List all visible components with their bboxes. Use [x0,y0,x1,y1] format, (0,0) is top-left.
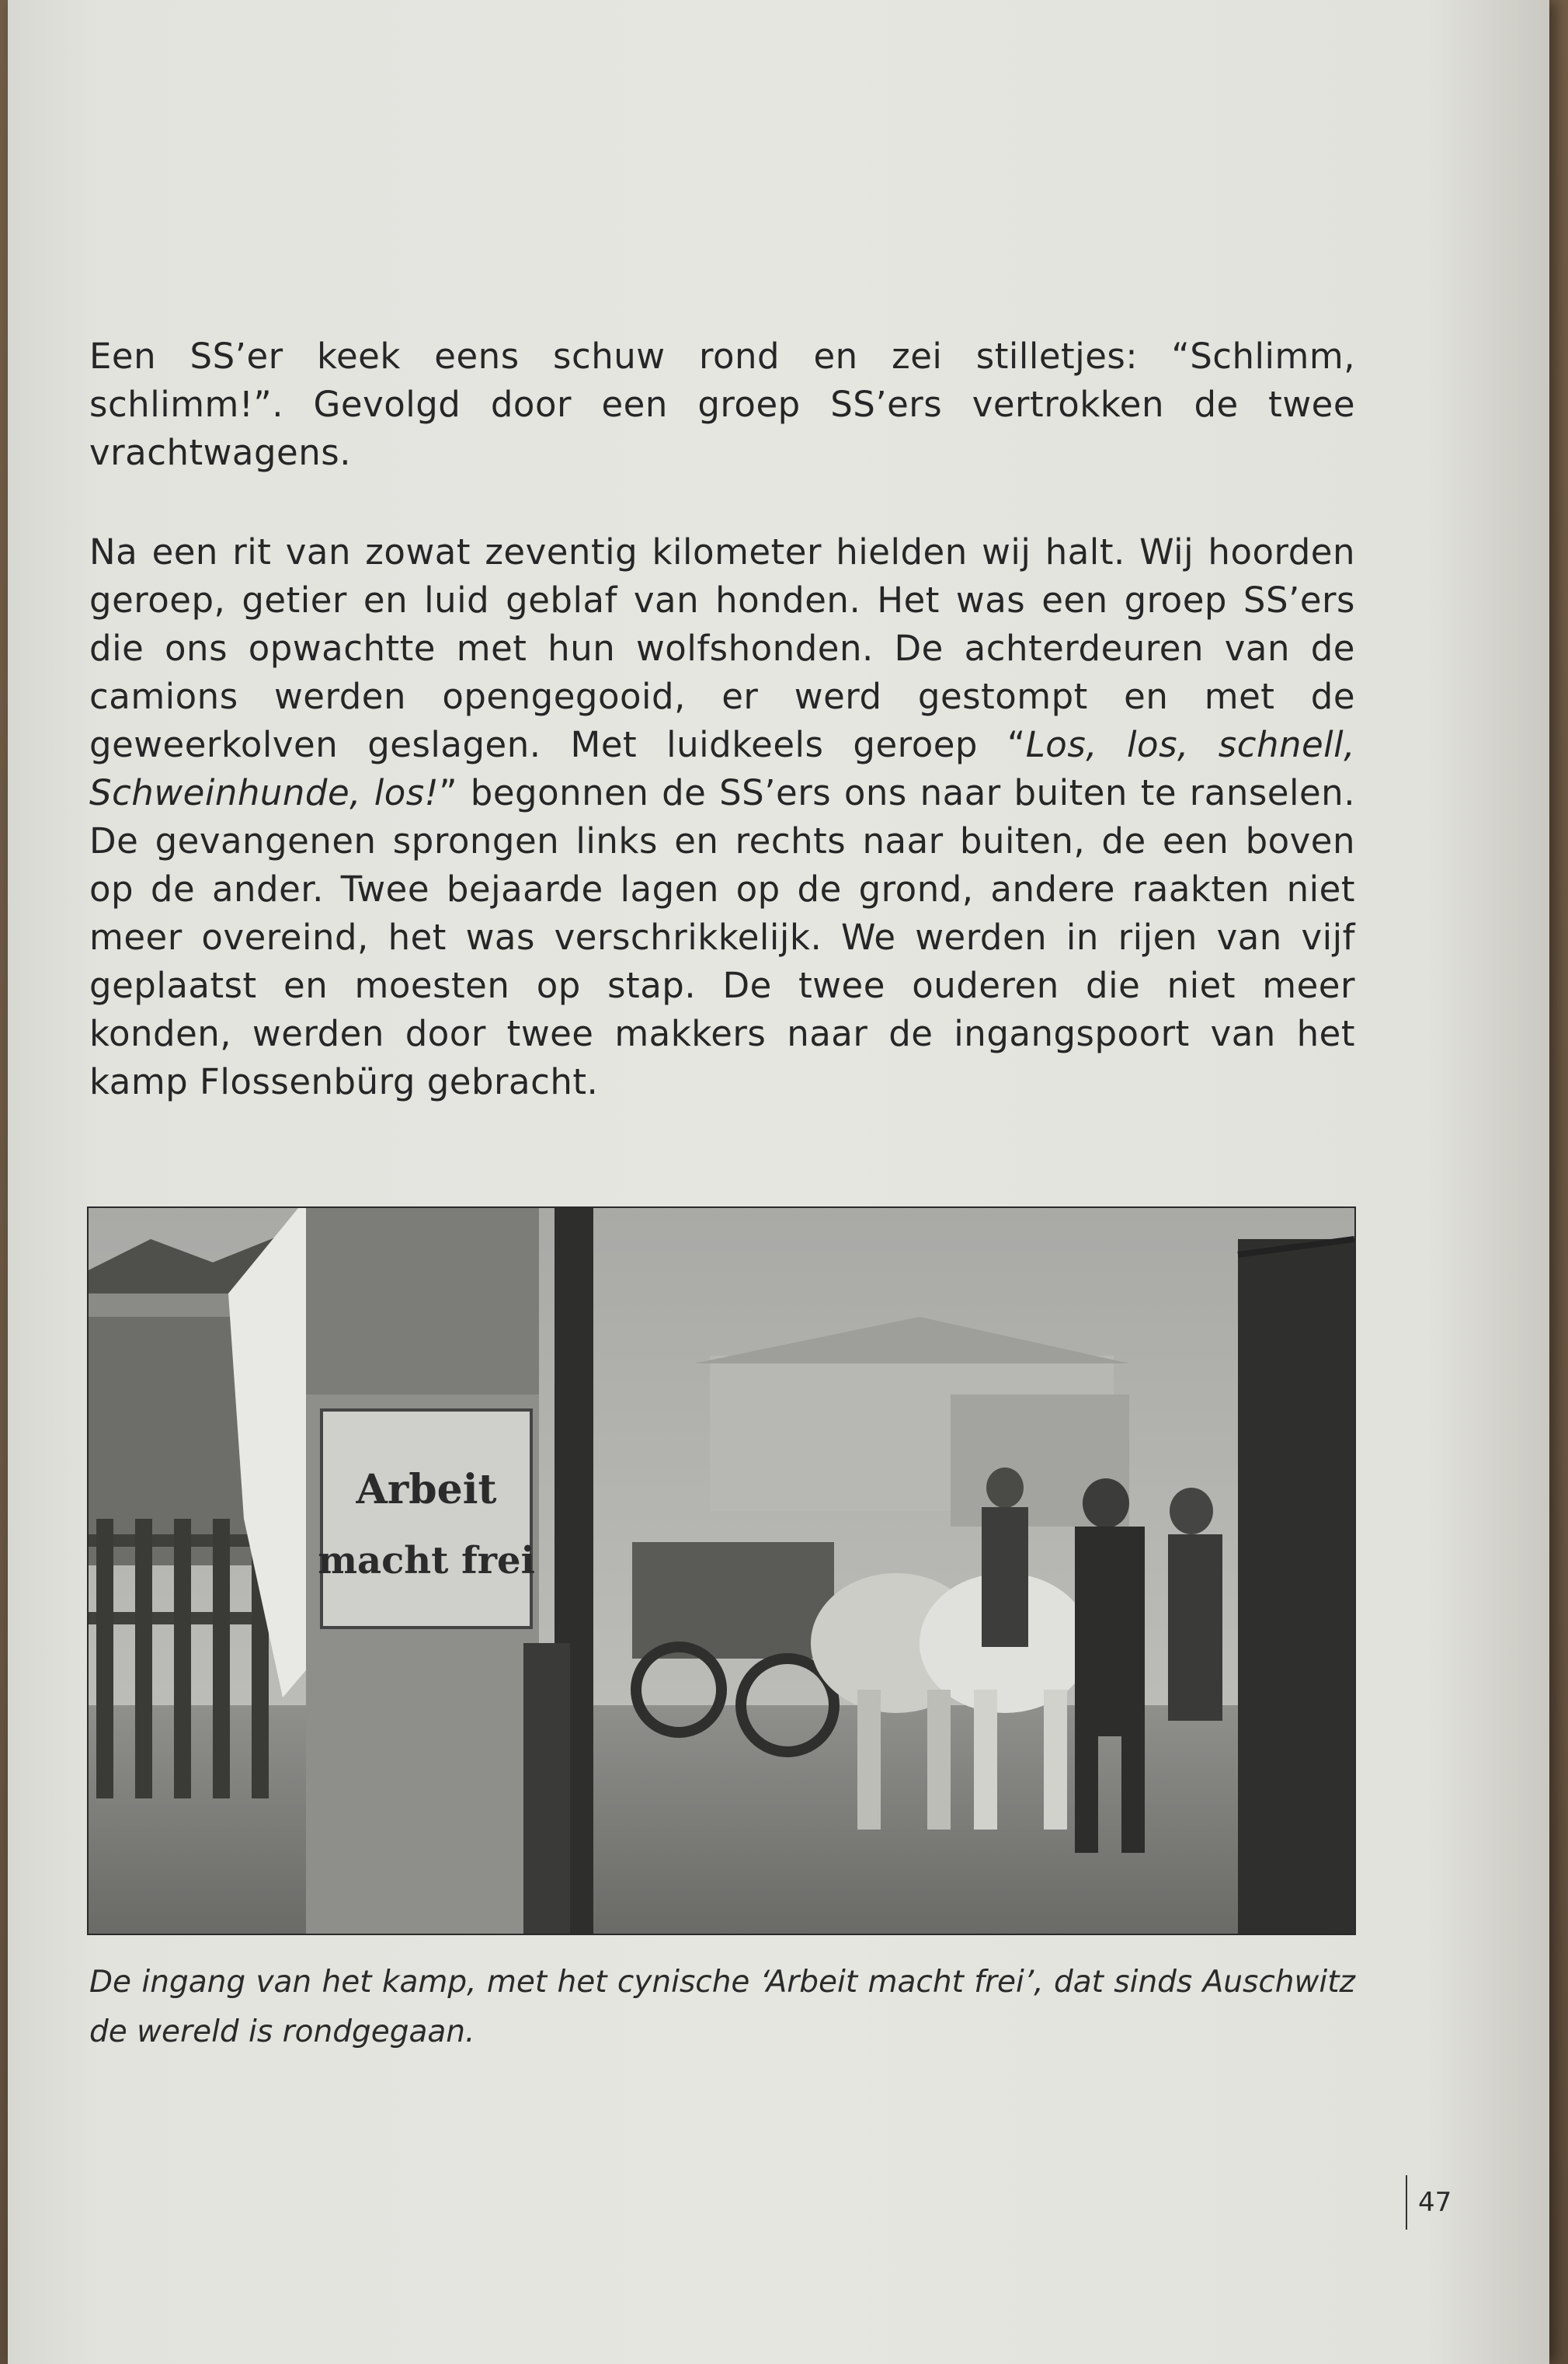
photo-caption: De ingang van het kamp, met het cynische ‘Arbeit macht frei’, dat sinds Auschwitz de wereld is rondgegaan. [89,1965,1355,2049]
photo-pillar-top [306,1208,539,1394]
paragraph-2-quote: Los, los, schnell, Schweinhunde, los! [89,724,1355,813]
photo-illustration [89,1208,1354,1934]
camp-entrance-photo [87,1206,1356,1935]
paragraph-1-text: Een SS’er keek eens schuw rond en zei stilletjes: “Schlimm, schlimm!”. Gevolgd door een groep SS’ers vertrokken de twee vrachtwagens. [89,336,1355,473]
paragraph-2 [89,528,1355,1106]
photo-sign-line1: Arbeit [356,1466,497,1513]
book-page [8,0,1549,2364]
paragraph-2-end: ” begonnen de SS’ers ons naar buiten te ranselen. De gevangenen sprongen links en rechts naar buiten, de een boven op de ander. Twee bejaarde lagen op de grond, andere raakten niet meer overeind, het was verschrikkelijk. We werden in rijen van vijf geplaatst en moesten op stap. De twee ouderen die niet meer konden, werden door twee makkers naar de ingangspoort van het kamp Flossenbürg gebracht. [89,772,1355,1102]
page-number: 47 [1418,2187,1452,2218]
paragraph-1 [89,332,1355,477]
paragraph-2-text [89,528,1355,1106]
photo-ground [89,1705,1354,1934]
photo-sign [322,1410,531,1628]
photo-gate-open-right [1238,1239,1354,1934]
page-number-marker [1406,2175,1452,2230]
paragraph-2-start: Na een rit van zowat zeventig kilometer hielden wij halt. Wij hoorden geroep, getier en luid geblaf van honden. Het was een groep SS’ers die ons opwachtte met hun wolfshonden. De achterdeuren van de camions werden opengegooid, er werd gestompt en met de geweerkolven geslagen. Met luidkeels geroep “ [89,531,1355,765]
photo-gate-post [523,1643,570,1934]
photo-sign-line2: macht frei [318,1539,535,1582]
